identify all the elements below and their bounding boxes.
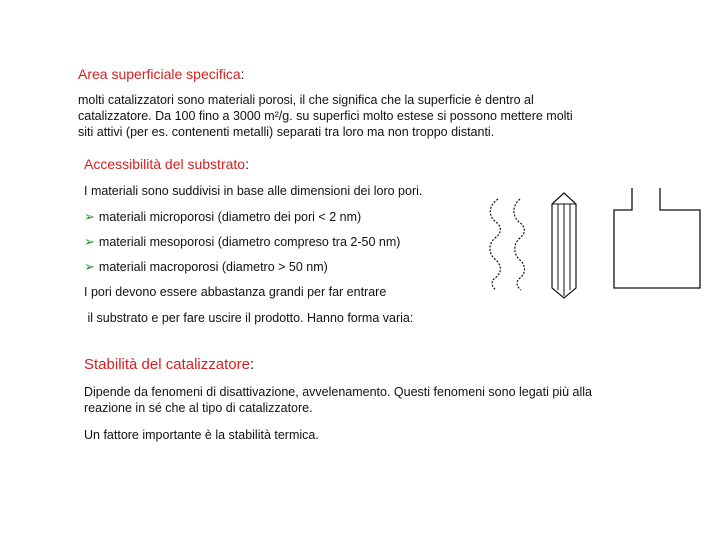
arrow-bullet-icon: ➢ [84, 259, 95, 274]
pore-shape-note: il substrato e per fare uscire il prodotto. Hanno forma varia: [84, 311, 414, 325]
section-heading-accessibility: Accessibilità del substrato: [84, 156, 249, 172]
text-line: catalizzatore. Da 100 fino a 3000 m²/g. su superfici molto estese si possono mettere molti [78, 109, 573, 123]
bullet-item: ➢ materiali mesoporosi (diametro compreso tra 2-50 nm) [84, 234, 401, 249]
section-heading-surface-area: Area superficiale specifica: [78, 66, 245, 82]
text-line: siti attivi (per es. contenenti metalli) separati tra loro ma non troppo distanti. [78, 125, 495, 139]
section-heading-stability: Stabilità del catalizzatore: [84, 356, 255, 373]
text-line: reazione in sé che al tipo di catalizzatore. [84, 401, 313, 415]
surface-area-paragraph [78, 92, 678, 140]
stability-paragraph [84, 384, 684, 416]
wavy-pore-illustration [486, 196, 536, 292]
arrow-bullet-icon: ➢ [84, 209, 95, 224]
pore-classification-intro: I materiali sono suddivisi in base alle dimensioni dei loro pori. [84, 184, 423, 198]
bullet-item: ➢ materiali microporosi (diametro dei pori < 2 nm) [84, 209, 362, 224]
text-line: molti catalizzatori sono materiali porosi, il che significa che la superficie è dentro al [78, 93, 534, 107]
pore-size-note: I pori devono essere abbastanza grandi per far entrare [84, 285, 387, 299]
arrow-bullet-icon: ➢ [84, 234, 95, 249]
text-line: Dipende da fenomeni di disattivazione, avvelenamento. Questi fenomeni sono legati più alla [84, 385, 592, 399]
ink-bottle-pore-illustration [608, 184, 708, 290]
bullet-item: ➢ materiali macroporosi (diametro > 50 nm) [84, 259, 328, 274]
columnar-pore-illustration [546, 190, 582, 302]
thermal-stability-note: Un fattore importante è la stabilità termica. [84, 428, 319, 442]
